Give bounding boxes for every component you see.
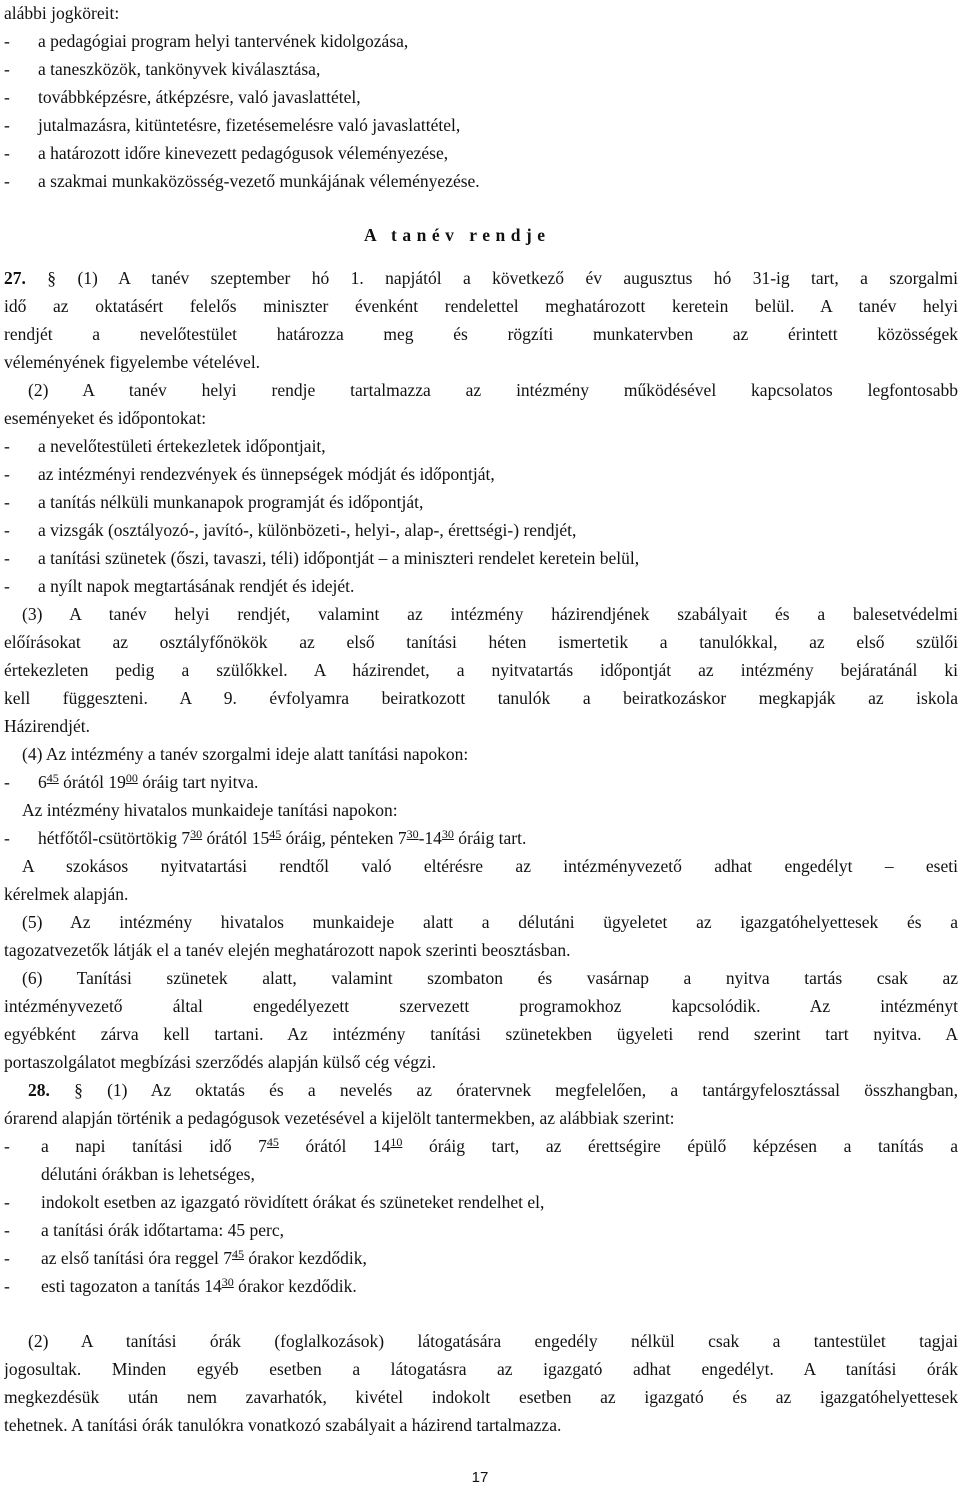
page-number: 17 [471,1469,489,1486]
paragraph-line: órarend alapján történik a pedagógusok vezetésével a kijelölt tantermekben, az alábbiak szerint: [4,1108,675,1128]
paragraph-line: jogosultak. Minden egyéb esetben a látogatásra az igazgató adhat engedélyt. A tanítási órák [4,1359,958,1379]
paragraph-line: előírásokat az osztályfőnökök az első tanítási héten ismertetik a tanulókkal, az első szülői [4,632,958,652]
list-item-continuation: délutáni órákban is lehetséges, [41,1164,255,1184]
list-item: - a tanítási órák időtartama: 45 perc, [4,1220,284,1240]
paragraph-line: idő az oktatásért felelős miniszter évenként rendelettel meghatározott keretein belül. A tanév helyi [4,296,958,316]
paragraph-line: egyébként zárva kell tartani. Az intézmény tanítási szünetekben ügyeleti rend szerint tart nyitva. A [4,1024,958,1044]
paragraph-line: tagozatvezetők látják el a tanév elején meghatározott napok szerinti beosztásban. [4,940,571,960]
list-item: - a napi tanítási idő $7^{45}$ órától $14^{10}$ óráig tart, az érettségire épülő képzésen a tanítás a [4,1135,958,1156]
paragraph-line: tehetnek. A tanítási órák tanulókra vonatkozó szabályait a házirend tartalmazza. [4,1415,562,1435]
paragraph-line: értekezleten pedig a szülőkkel. A házirendet, a nyitvatartás időpontját az intézmény bejáratánál ki [4,660,958,680]
list-item: - indokolt esetben az igazgató rövidített órákat és szüneteket rendelhet el, [4,1192,545,1212]
list-item: - továbbképzésre, átképzésre, való javaslattétel, [4,87,361,107]
list-item: - az intézményi rendezvények és ünnepségek módját és időpontját, [4,464,495,484]
list-item: - a tanítási szünetek (őszi, tavaszi, téli) időpontját – a miniszteri rendelet keretein belül, [4,548,640,568]
paragraph-line: (2) A tanév helyi rendje tartalmazza az intézmény működésével kapcsolatos legfontosabb [28,380,958,400]
paragraph-line: A szokásos nyitvatartási rendtől való eltérésre az intézményvezető adhat engedélyt – eseti [22,856,958,876]
paragraph-line: (2) A tanítási órák (foglalkozások) látogatására engedély nélkül csak a tantestület tagjai [28,1331,958,1351]
list-item: - esti tagozaton a tanítás $14^{30}$ órakor kezdődik. [4,1275,357,1296]
section-number: 28. [28,1080,50,1100]
list-item: - a szakmai munkaközösség-vezető munkájának véleményezése. [4,171,480,191]
list-item: - a pedagógiai program helyi tantervének kidolgozása, [4,31,409,51]
paragraph-line: (5) Az intézmény hivatalos munkaideje alatt a délutáni ügyeletet az igazgatóhelyettesek és a [22,912,958,932]
paragraph-line: portaszolgálatot megbízási szerződés alapján külső cég végzi. [4,1052,436,1072]
paragraph-line: (4) Az intézmény a tanév szorgalmi ideje alatt tanítási napokon: [22,744,469,764]
list-item: - az első tanítási óra reggel $7^{45}$ órakor kezdődik, [4,1247,367,1268]
list-item: - a taneszközök, tankönyvek kiválasztása, [4,59,321,79]
paragraph-line: 28. § (1) Az oktatás és a nevelés az óratervnek megfelelően, a tantárgyfelosztással összhangban, [28,1080,958,1100]
section-heading: A tanév rendje [364,225,551,245]
list-item: - a vizsgák (osztályozó-, javító-, különbözeti-, helyi-, alap-, érettségi-) rendjét, [4,520,577,540]
paragraph-line: (3) A tanév helyi rendjét, valamint az intézmény házirendjének szabályait és a balesetvédelmi [22,604,958,624]
paragraph-line: 27. § (1) A tanév szeptember hó 1. napjától a következő év augusztus hó 31-ig tart, a szorgalmi [4,268,958,288]
paragraph-line: eseményeket és időpontokat: [4,408,207,428]
list-item: - a nyílt napok megtartásának rendjét és idejét. [4,576,355,596]
paragraph-line: megkezdésük után nem zavarhatók, kivétel indokolt esetben az igazgató és az igazgatóhelyettesek [4,1387,958,1407]
paragraph-line: kérelmek alapján. [4,884,129,904]
list-item: - a nevelőtestületi értekezletek időpontjait, [4,436,326,456]
paragraph-symbol: § [74,1080,83,1100]
list-item: - $6^{45}$ órától $19^{00}$ óráig tart nyitva. [4,771,259,792]
paragraph-line: véleményének figyelembe vételével. [4,352,261,372]
intro-line: alábbi jogköreit: [4,3,120,23]
paragraph-line: Az intézmény hivatalos munkaideje tanítási napokon: [22,800,398,820]
paragraph-line: Házirendjét. [4,716,90,736]
list-item: - hétfőtől-csütörtökig $7^{30}$ órától $15^{45}$ óráig, pénteken $7^{30}-14^{30}$ óráig tart. [4,827,527,848]
paragraph-symbol: § [47,268,57,288]
paragraph-line: kell függeszteni. A 9. évfolyamra beiratkozott tanulók a beiratkozáskor megkapják az iskola [4,688,958,708]
paragraph-line: intézményvezető által engedélyezett szervezett programokhoz kapcsolódik. Az intézményt [4,996,958,1016]
list-item: - a határozott időre kinevezett pedagógusok véleményezése, [4,143,449,163]
list-item: - jutalmazásra, kitüntetésre, fizetésemelésre való javaslattétel, [4,115,461,135]
paragraph-line: (6) Tanítási szünetek alatt, valamint szombaton és vasárnap a nyitva tartás csak az [22,968,958,988]
section-number: 27. [4,268,26,288]
list-item: - a tanítás nélküli munkanapok programját és időpontját, [4,492,424,512]
paragraph-line: rendjét a nevelőtestület határozza meg és rögzíti munkatervben az érintett közösségek [4,324,958,344]
